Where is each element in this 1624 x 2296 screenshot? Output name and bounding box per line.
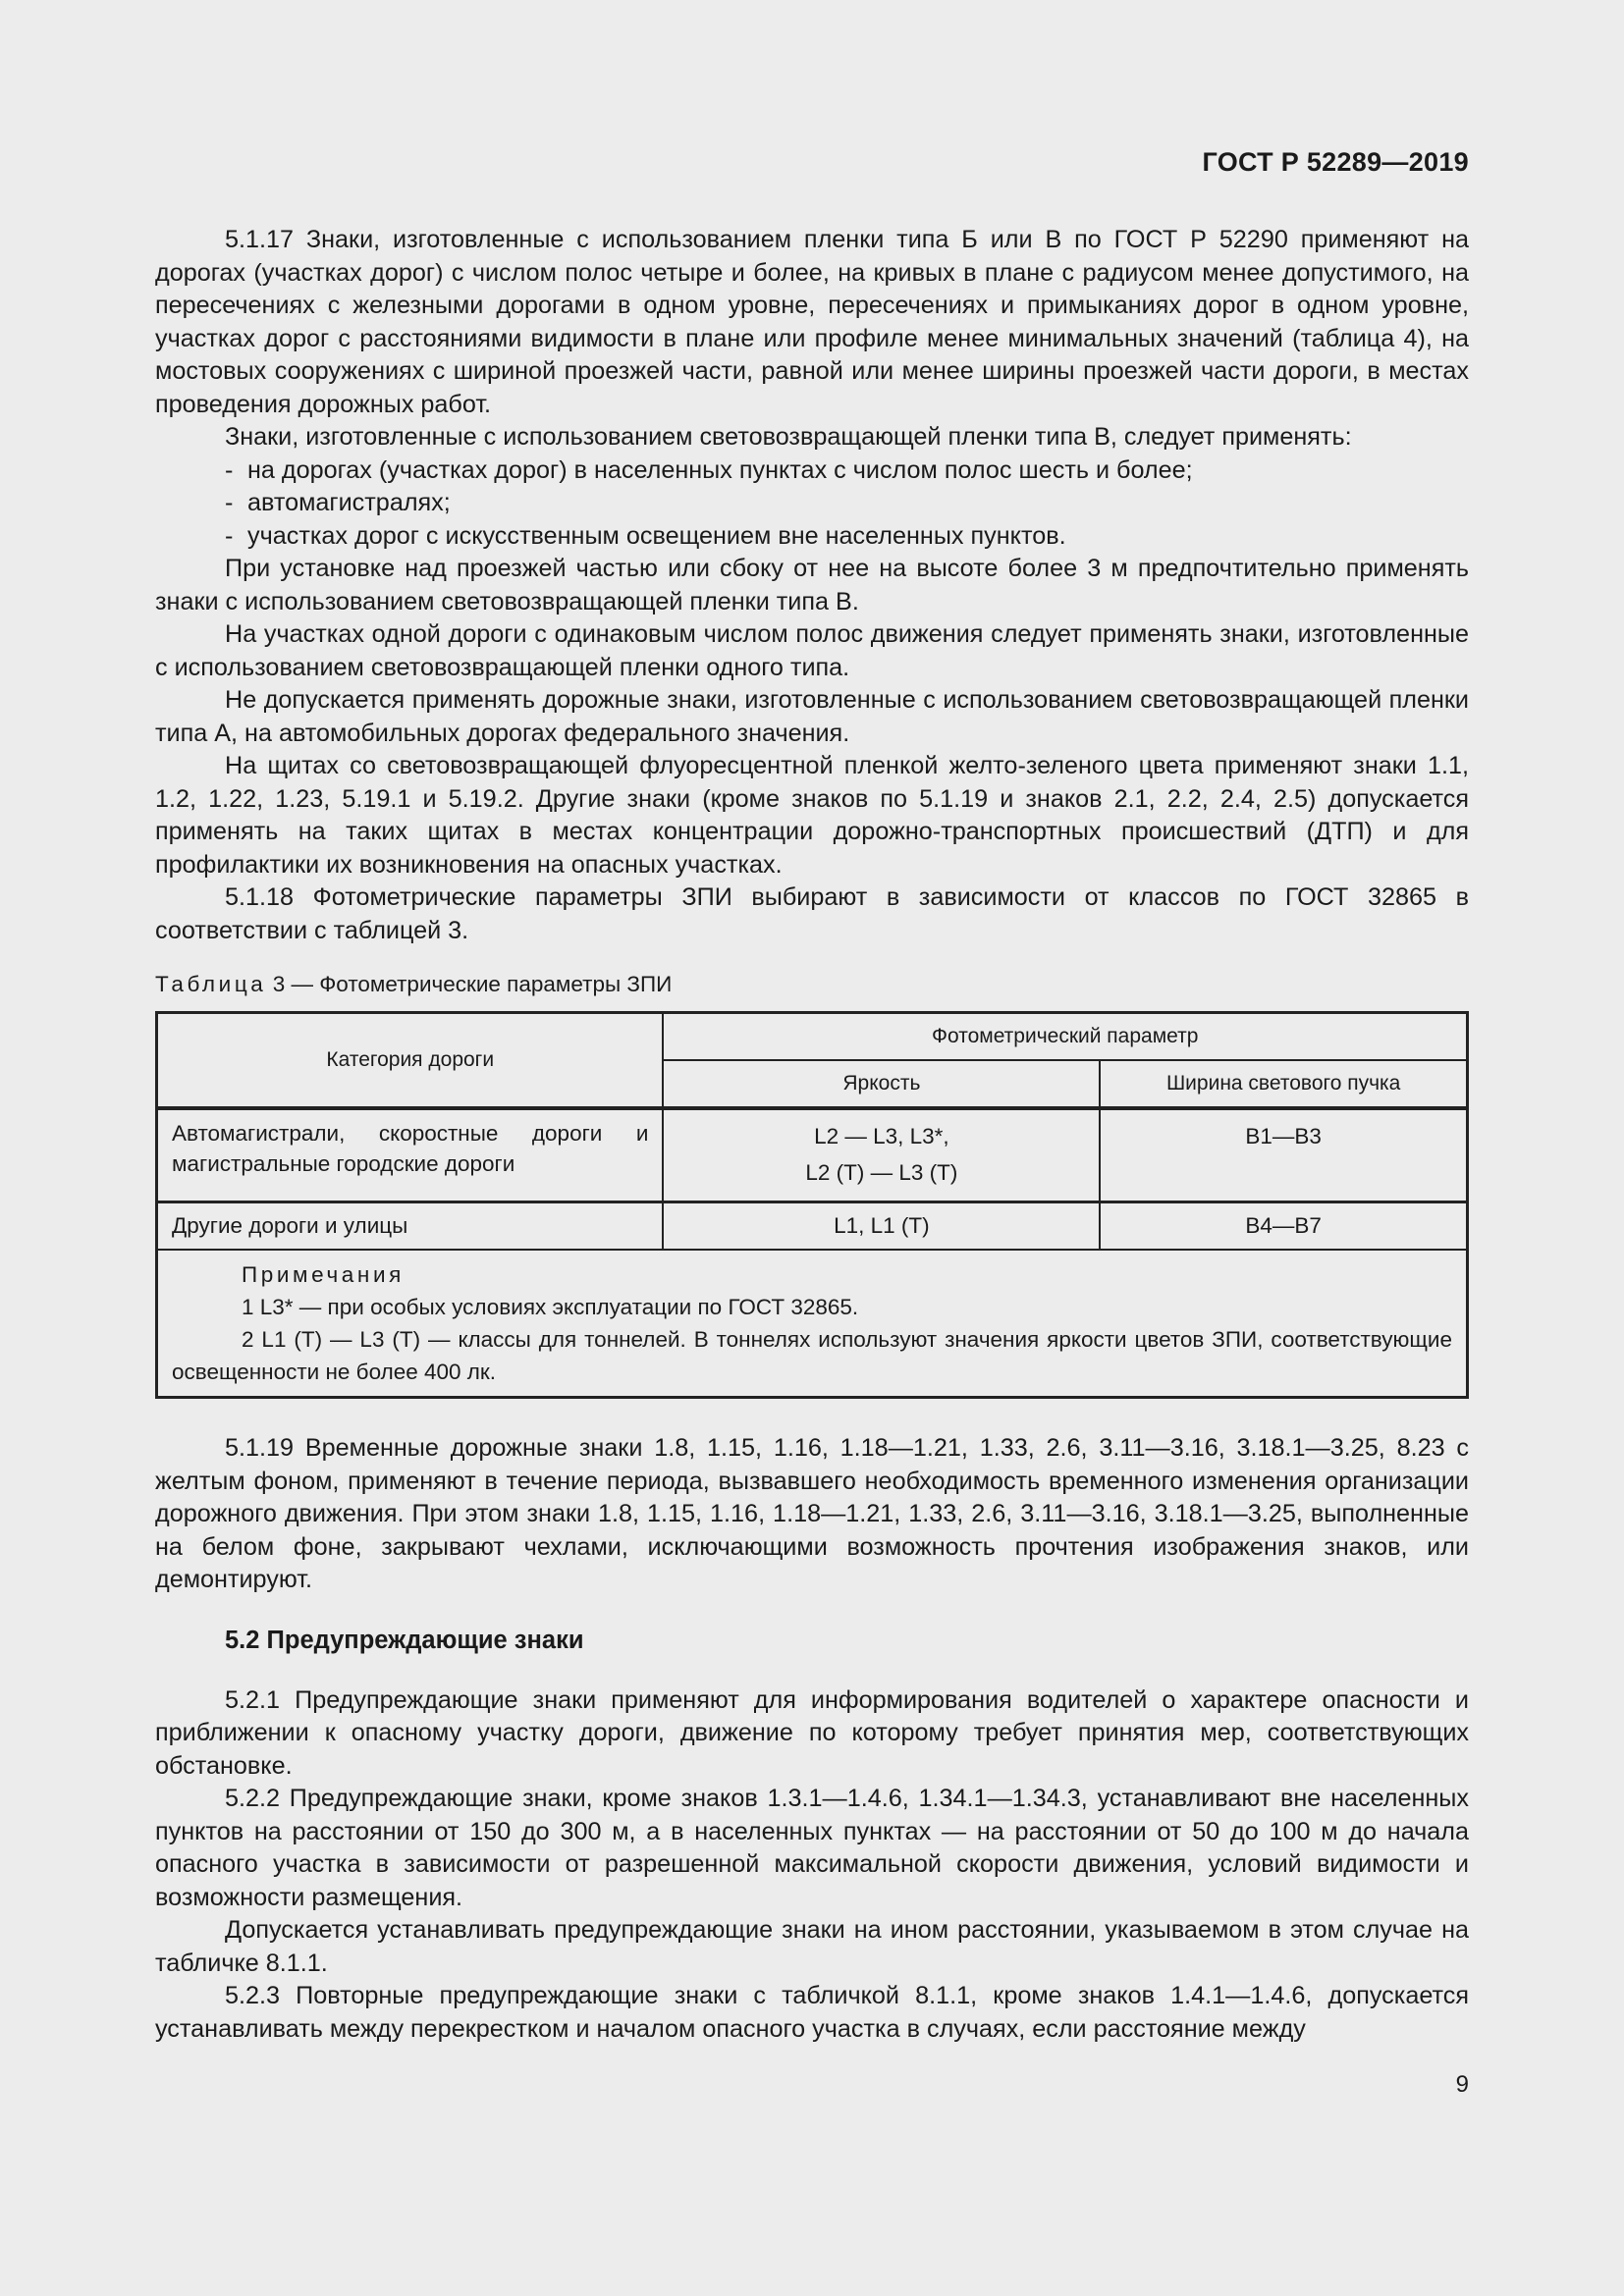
application-list <box>155 454 1469 554</box>
paragraph-5-2-1: 5.2.1 Предупреждающие знаки применяют для информирования водителей о характере опасности и приближении к опасному участку дороги, движение по которому требует принятия мер, соответствующих обстановке. <box>155 1685 1469 1780</box>
paragraph: Не допускается применять дорожные знаки, изготовленные с использованием световозвращающей пленки типа А, на автомобильных дорогах федерального значения. <box>155 686 1469 747</box>
paragraph: На участках одной дороги с одинаковым числом полос движения следует применять знаки, изготовленные с использованием световозвращающей пленки одного типа. <box>155 620 1469 681</box>
cell-brightness: L2 — L3, L3*, L2 (Т) — L3 (Т) <box>663 1108 1100 1202</box>
table-notes <box>157 1250 1468 1398</box>
note: 1 L3* — при особых условиях эксплуатации по ГОСТ 32865. <box>242 1295 859 1319</box>
header-category: Категория дороги <box>157 1013 664 1109</box>
header-beam-width: Ширина светового пучка <box>1100 1060 1467 1108</box>
list-item: - на дорогах (участках дорог) в населенных пунктах с числом полос шесть и более; <box>225 455 1193 484</box>
cell-category: Автомагистрали, скоростные дороги и магистральные городские дороги <box>157 1108 664 1202</box>
paragraph-film-type-v: Знаки, изготовленные с использованием световозвращающей пленки типа В, следует применять: <box>225 423 1352 451</box>
paragraph: Допускается устанавливать предупреждающие знаки на ином расстоянии, указываемом в этом случае на табличке 8.1.1. <box>155 1916 1469 1977</box>
document-code-header: ГОСТ Р 52289—2019 <box>1202 147 1469 177</box>
paragraph-5-1-17: 5.1.17 Знаки, изготовленные с использованием пленки типа Б или В по ГОСТ Р 52290 применяют на дорогах (участках дорог) с числом полос четыре и более, на кривых в плане с радиусом менее допустимого, на пересечениях с железными дорогами в одном уровне, пересечениях и примыканиях дорог в одном уровне, участках дорог с расстояниями видимости в плане или профиле менее минимальных значений (таблица 4), на мостовых сооружениях с шириной проезжей части, равной или менее ширины проезжей части дороги, в местах проведения дорожных работ. <box>155 226 1469 418</box>
cell-beam-width: B1—B3 <box>1100 1108 1467 1202</box>
page-number: 9 <box>1455 2071 1469 2098</box>
table-notes-row <box>157 1250 1468 1398</box>
table-caption-word: Таблица <box>155 972 267 996</box>
table-row <box>157 1108 1468 1202</box>
note: 2 L1 (Т) — L3 (Т) — классы для тоннелей. В тоннелях используют значения яркости цветов ЗПИ, соответствующие освещенности не более 400 лк. <box>172 1327 1452 1384</box>
notes-title: Примечания <box>242 1262 405 1287</box>
document-body <box>155 224 1469 2046</box>
header-brightness: Яркость <box>663 1060 1100 1108</box>
paragraph-5-1-18: 5.1.18 Фотометрические параметры ЗПИ выбирают в зависимости от классов по ГОСТ 32865 в соответствии с таблицей 3. <box>155 883 1469 944</box>
photometric-table <box>155 1011 1469 1399</box>
cell-beam-width: B4—B7 <box>1100 1202 1467 1251</box>
list-item: - участках дорог с искусственным освещением вне населенных пунктов. <box>225 521 1066 550</box>
paragraph: На щитах со световозвращающей флуоресцентной пленкой желто-зеленого цвета применяют знаки 1.1, 1.2, 1.22, 1.23, 5.19.1 и 5.19.2. Другие знаки (кроме знаков по 5.1.19 и знаков 2.1, 2.2, 2.4, 2.5) допускается применять на таких щитах в местах концентрации дорожно-транспортных происшествий (ДТП) и для профилактики их возникновения на опасных участках. <box>155 752 1469 879</box>
header-photometric: Фотометрический параметр <box>663 1013 1467 1061</box>
paragraph: При установке над проезжей частью или сбоку от нее на высоте более 3 м предпочтительно применять знаки с использованием световозвращающей пленки типа В. <box>155 555 1469 615</box>
section-heading: 5.2 Предупреждающие знаки <box>225 1626 584 1654</box>
cell-category: Другие дороги и улицы <box>157 1202 664 1251</box>
list-item: - автомагистралях; <box>225 489 451 516</box>
paragraph-5-1-19: 5.1.19 Временные дорожные знаки 1.8, 1.15, 1.16, 1.18—1.21, 1.33, 2.6, 3.11—3.16, 3.18.1—3.25, 8.23 с желтым фоном, применяют в течение периода, вызвавшего необходимость временного изменения организации дорожного движения. При этом знаки 1.8, 1.15, 1.16, 1.18—1.21, 1.33, 2.6, 3.11—3.16, 3.18.1—3.25, выполненные на белом фоне, закрывают чехлами, исключающими возможность прочтения изображения знаков, или демонтируют. <box>155 1434 1469 1593</box>
table-row <box>157 1202 1468 1251</box>
paragraph-5-2-2: 5.2.2 Предупреждающие знаки, кроме знаков 1.3.1—1.4.6, 1.34.1—1.34.3, устанавливают вне населенных пунктов на расстоянии от 150 до 300 м, а в населенных пунктах — на расстоянии от 50 до 100 м до начала опасного участка в зависимости от разрешенной максимальной скорости движения, условий видимости и возможности размещения. <box>155 1785 1469 1911</box>
table-caption-text: 3 — Фотометрические параметры ЗПИ <box>272 972 673 996</box>
paragraph-5-2-3: 5.2.3 Повторные предупреждающие знаки с табличкой 8.1.1, кроме знаков 1.4.1—1.4.6, допускается устанавливать между перекрестком и началом опасного участка в случаях, если расстояние между <box>155 1982 1469 2043</box>
table-caption <box>155 972 1469 997</box>
cell-brightness: L1, L1 (Т) <box>663 1202 1100 1251</box>
